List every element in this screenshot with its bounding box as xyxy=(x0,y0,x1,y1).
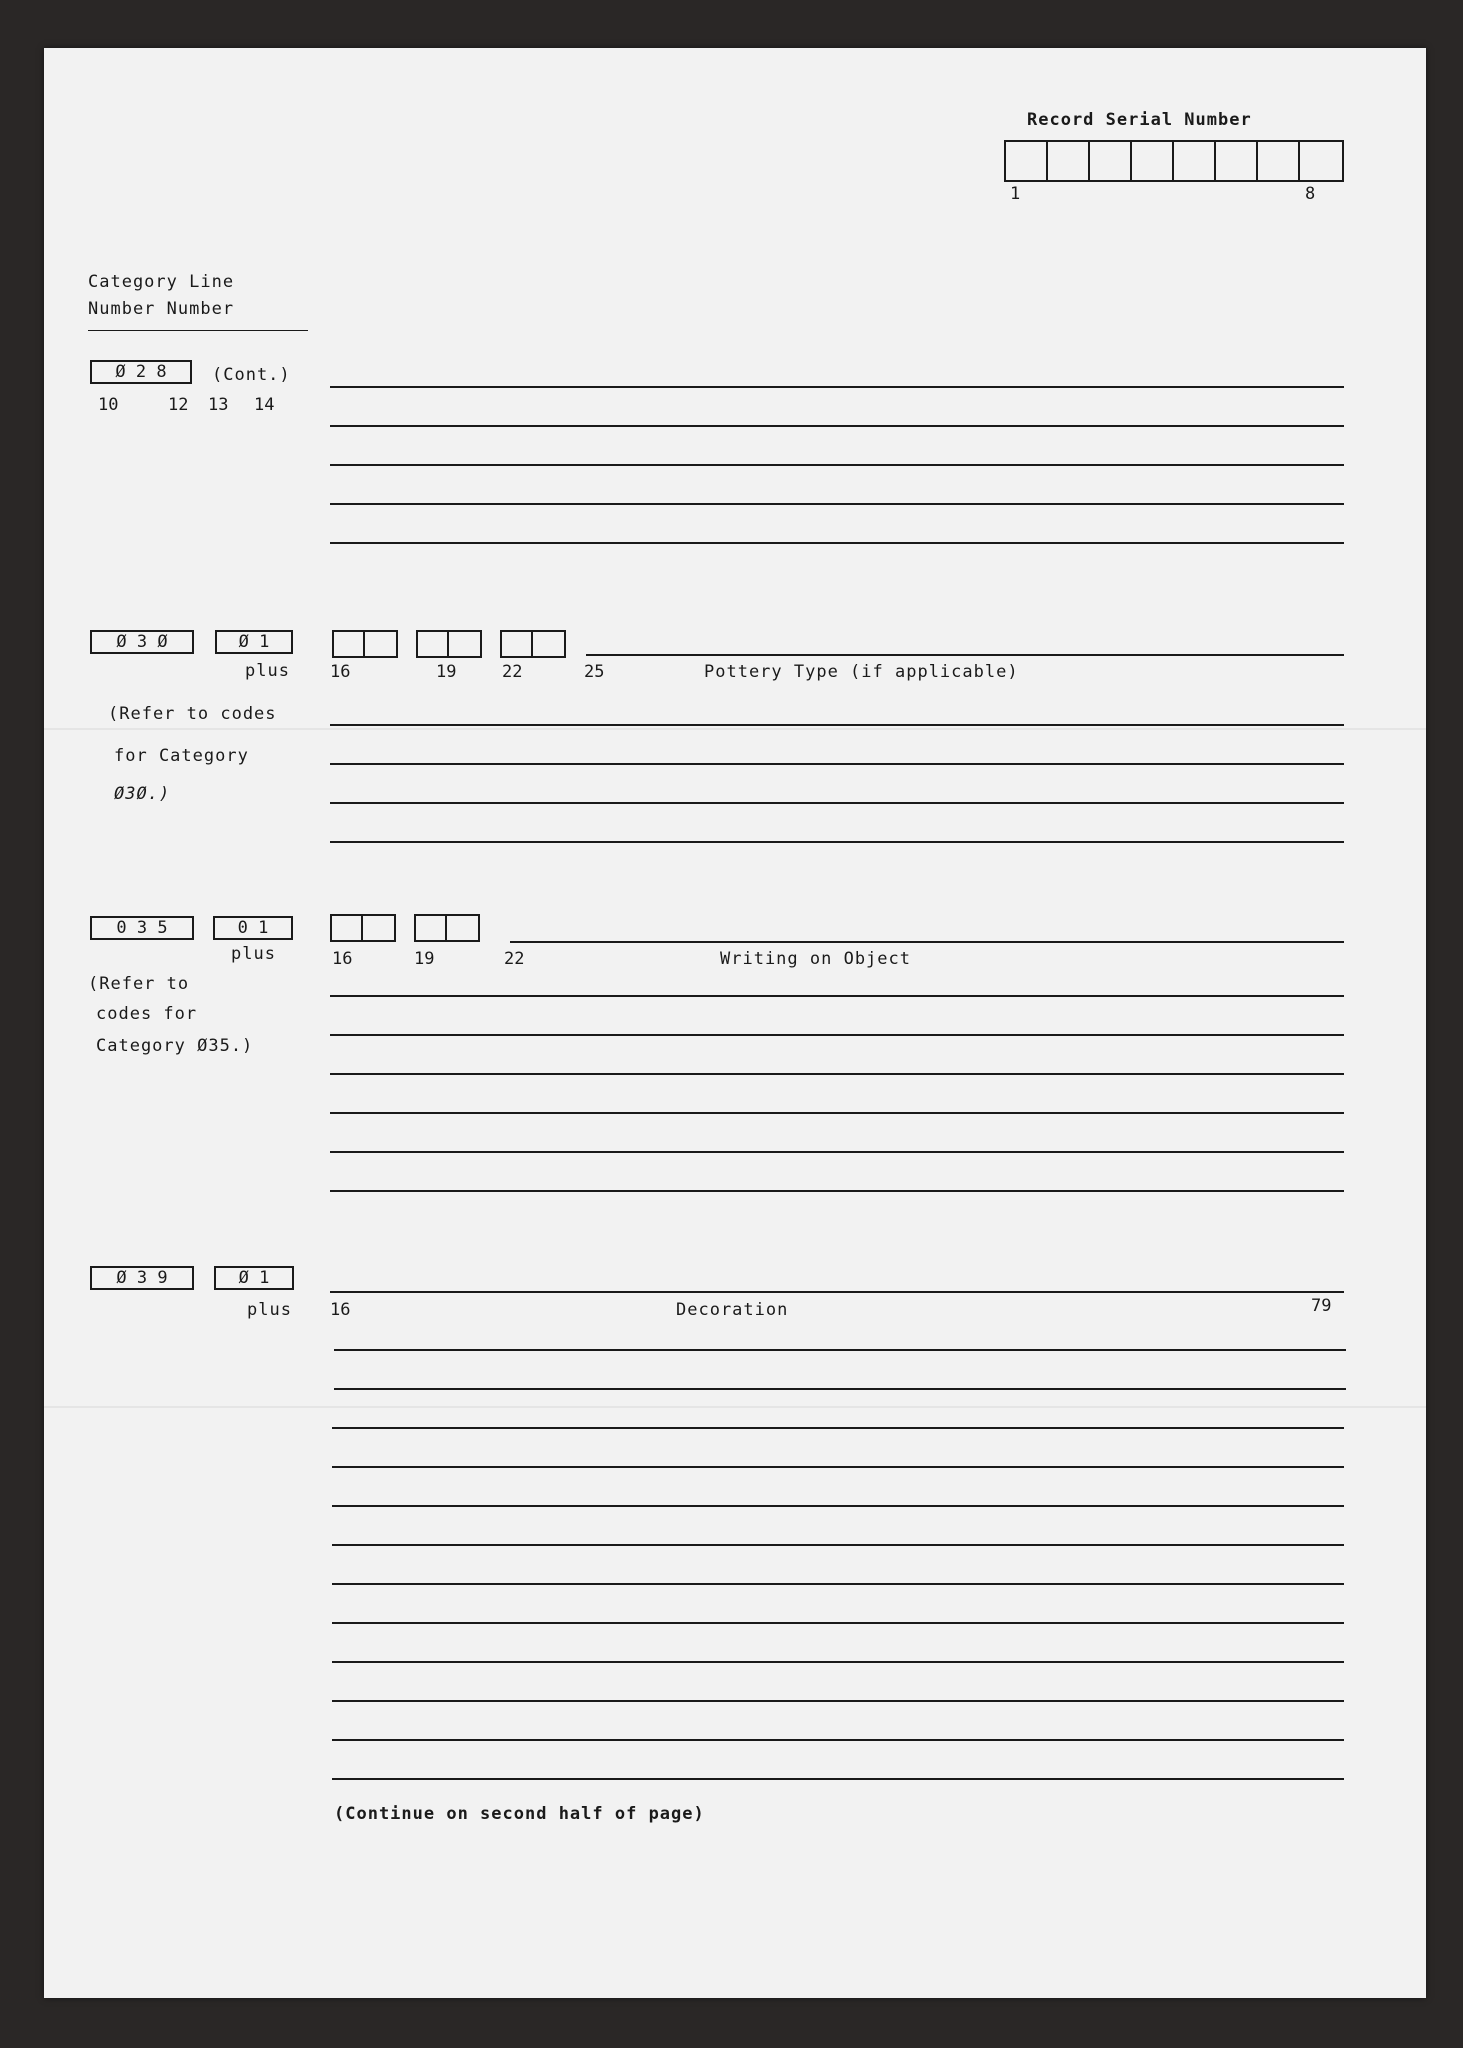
entry-line[interactable] xyxy=(334,1349,1346,1351)
entry-line[interactable] xyxy=(332,1778,1344,1780)
col-number: 13 xyxy=(208,395,229,415)
col-number: 22 xyxy=(504,949,525,969)
record-serial-input[interactable] xyxy=(1004,140,1344,182)
pottery-type-label: Pottery Type (if applicable) xyxy=(704,662,1019,682)
entry-line[interactable] xyxy=(330,724,1344,726)
line-number-01: Ø 1 xyxy=(214,1266,294,1290)
entry-line[interactable] xyxy=(332,1661,1344,1663)
category-code-030: Ø 3 Ø xyxy=(90,630,194,654)
col-number: 16 xyxy=(330,1300,351,1320)
col-number: 19 xyxy=(414,949,435,969)
entry-line[interactable] xyxy=(330,1112,1344,1114)
entry-line[interactable] xyxy=(330,1034,1344,1036)
continue-note: (Continue on second half of page) xyxy=(334,1804,705,1824)
record-serial-label: Record Serial Number xyxy=(1027,110,1252,130)
col-number: 79 xyxy=(1311,1296,1332,1316)
entry-line[interactable] xyxy=(332,1505,1344,1507)
entry-line[interactable] xyxy=(334,1388,1346,1390)
writing-code-field-2[interactable] xyxy=(414,914,480,942)
col-number: 14 xyxy=(254,395,275,415)
category-code-035: 0 3 5 xyxy=(90,916,194,940)
fold-crease xyxy=(44,1406,1426,1408)
entry-line[interactable] xyxy=(332,1700,1344,1702)
line-number-01: Ø 1 xyxy=(215,630,293,654)
writing-code-field-1[interactable] xyxy=(330,914,396,942)
heading-category-line: Category Line xyxy=(88,272,235,292)
entry-line[interactable] xyxy=(586,654,1344,656)
entry-line[interactable] xyxy=(332,1622,1344,1624)
col-number: 22 xyxy=(502,662,523,682)
serial-end-col: 8 xyxy=(1305,184,1316,204)
heading-number-number: Number Number xyxy=(88,299,235,319)
col-number: 12 xyxy=(168,395,189,415)
serial-start-col: 1 xyxy=(1010,184,1021,204)
plus-label: plus xyxy=(231,944,276,964)
refer-note: Category Ø35.) xyxy=(96,1036,254,1056)
col-number: 16 xyxy=(330,662,351,682)
col-number: 25 xyxy=(584,662,605,682)
entry-line[interactable] xyxy=(330,1151,1344,1153)
col-number: 16 xyxy=(332,949,353,969)
pottery-code-field-2[interactable] xyxy=(416,630,482,658)
pottery-code-field-1[interactable] xyxy=(332,630,398,658)
refer-note: (Refer to codes xyxy=(108,704,277,724)
entry-line[interactable] xyxy=(330,1190,1344,1192)
entry-line[interactable] xyxy=(510,941,1344,943)
entry-line[interactable] xyxy=(330,802,1344,804)
entry-line[interactable] xyxy=(330,386,1344,388)
cont-label: (Cont.) xyxy=(212,365,291,385)
plus-label: plus xyxy=(245,661,290,681)
category-code-028: Ø 2 8 xyxy=(90,360,192,384)
pottery-code-field-3[interactable] xyxy=(500,630,566,658)
refer-note: for Category xyxy=(114,746,249,766)
heading-underline xyxy=(88,330,308,331)
plus-label: plus xyxy=(247,1300,292,1320)
fold-crease xyxy=(44,728,1426,730)
line-number-01: 0 1 xyxy=(213,916,293,940)
category-code-039: Ø 3 9 xyxy=(90,1266,194,1290)
entry-line[interactable] xyxy=(330,1073,1344,1075)
entry-line[interactable] xyxy=(330,995,1344,997)
entry-line[interactable] xyxy=(330,464,1344,466)
refer-note: Ø3Ø.) xyxy=(114,784,171,804)
entry-line[interactable] xyxy=(332,1466,1344,1468)
entry-line[interactable] xyxy=(332,1544,1344,1546)
entry-line[interactable] xyxy=(330,763,1344,765)
entry-line[interactable] xyxy=(330,1291,1344,1293)
col-number: 10 xyxy=(98,395,119,415)
writing-on-object-label: Writing on Object xyxy=(720,949,911,969)
entry-line[interactable] xyxy=(332,1739,1344,1741)
decoration-label: Decoration xyxy=(676,1300,789,1320)
entry-line[interactable] xyxy=(330,425,1344,427)
entry-line[interactable] xyxy=(332,1427,1344,1429)
entry-line[interactable] xyxy=(330,542,1344,544)
form-page xyxy=(44,48,1426,1998)
entry-line[interactable] xyxy=(332,1583,1344,1585)
entry-line[interactable] xyxy=(330,503,1344,505)
refer-note: (Refer to xyxy=(88,974,190,994)
refer-note: codes for xyxy=(96,1004,198,1024)
entry-line[interactable] xyxy=(330,841,1344,843)
col-number: 19 xyxy=(436,662,457,682)
